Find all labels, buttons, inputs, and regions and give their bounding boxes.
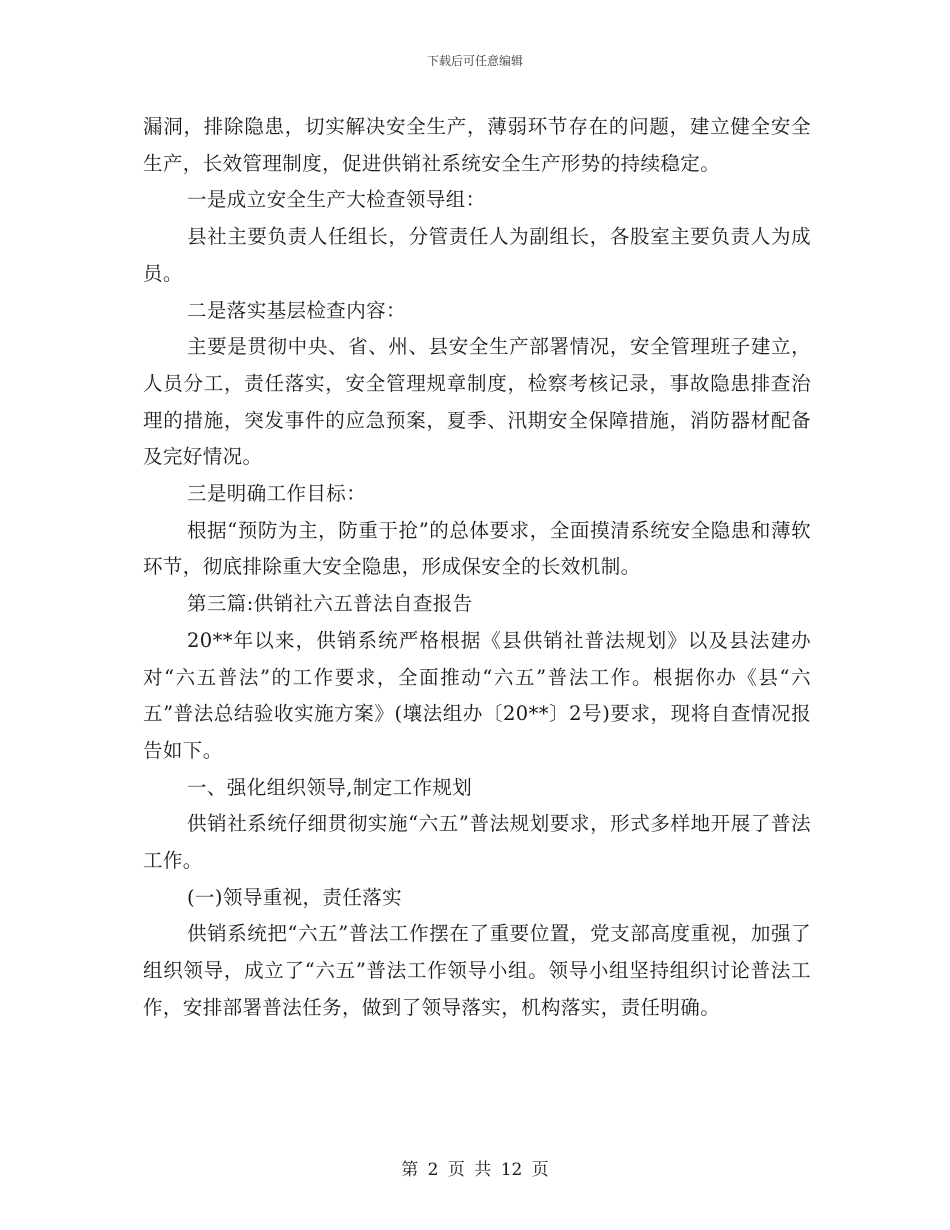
section-title-part-three: 第三篇:供销社六五普法自查报告 bbox=[187, 592, 473, 616]
heading-strengthen-leadership: 一、强化组织领导,制定工作规划 bbox=[187, 775, 473, 799]
paragraph-heading-work-goals: 三是明确工作目标： bbox=[187, 482, 367, 506]
paragraph-leadership-members: 县社主要负责人任组长，分管责任人为副组长，各股室主要负责人为成员。 bbox=[143, 225, 811, 285]
paragraph-heading-inspection-content: 二是落实基层检查内容： bbox=[187, 298, 406, 322]
page-header: 下载后可任意编辑 bbox=[426, 54, 523, 68]
paragraph-implementation: 供销社系统仔细贯彻实施“六五”普法规划要求，形式多样地开展了普法工作。 bbox=[143, 812, 811, 873]
paragraph-work-goals: 根据“预防为主，防重于抢”的总体要求，全面摸清系统安全隐患和薄软环节，彻底排除重大安全隐患，形成保安全的长效机制。 bbox=[143, 518, 811, 579]
subheading-leadership-attention: (一)领导重视，责任落实 bbox=[187, 885, 403, 909]
paragraph-heading-leadership-group: 一是成立安全生产大检查领导组： bbox=[187, 188, 486, 212]
page-number-footer: 第 2 页 共 12 页 bbox=[401, 1160, 549, 1180]
document-body bbox=[143, 109, 811, 1027]
paragraph-leadership-details: 供销系统把“六五”普法工作摆在了重要位置，党支部高度重视，加强了组织领导，成立了“六五”普法工作领导小组。领导小组坚持组织讨论普法工作，安排部署普法任务，做到了领导落实，机构落实，责任明确。 bbox=[143, 922, 811, 1019]
paragraph-continuation: 漏洞，排除隐患，切实解决安全生产，薄弱环节存在的问题，建立健全安全生产，长效管理制度，促进供销社系统安全生产形势的持续稳定。 bbox=[143, 115, 811, 175]
paragraph-report-intro: 20**年以来，供销系统严格根据《县供销社普法规划》以及县法建办对“六五普法”的工作要求，全面推动“六五”普法工作。根据你办《县“六五”普法总结验收实施方案》(壤法组办〔20**〕2号)要求，现将自查情况报告如下。 bbox=[143, 628, 811, 762]
paragraph-inspection-details: 主要是贯彻中央、省、州、县安全生产部署情况，安全管理班子建立，人员分工，责任落实，安全管理规章制度，检察考核记录，事故隐患排查治理的措施，突发事件的应急预案，夏季、汛期安全保障措施，消防器材配备及完好情况。 bbox=[143, 335, 811, 469]
